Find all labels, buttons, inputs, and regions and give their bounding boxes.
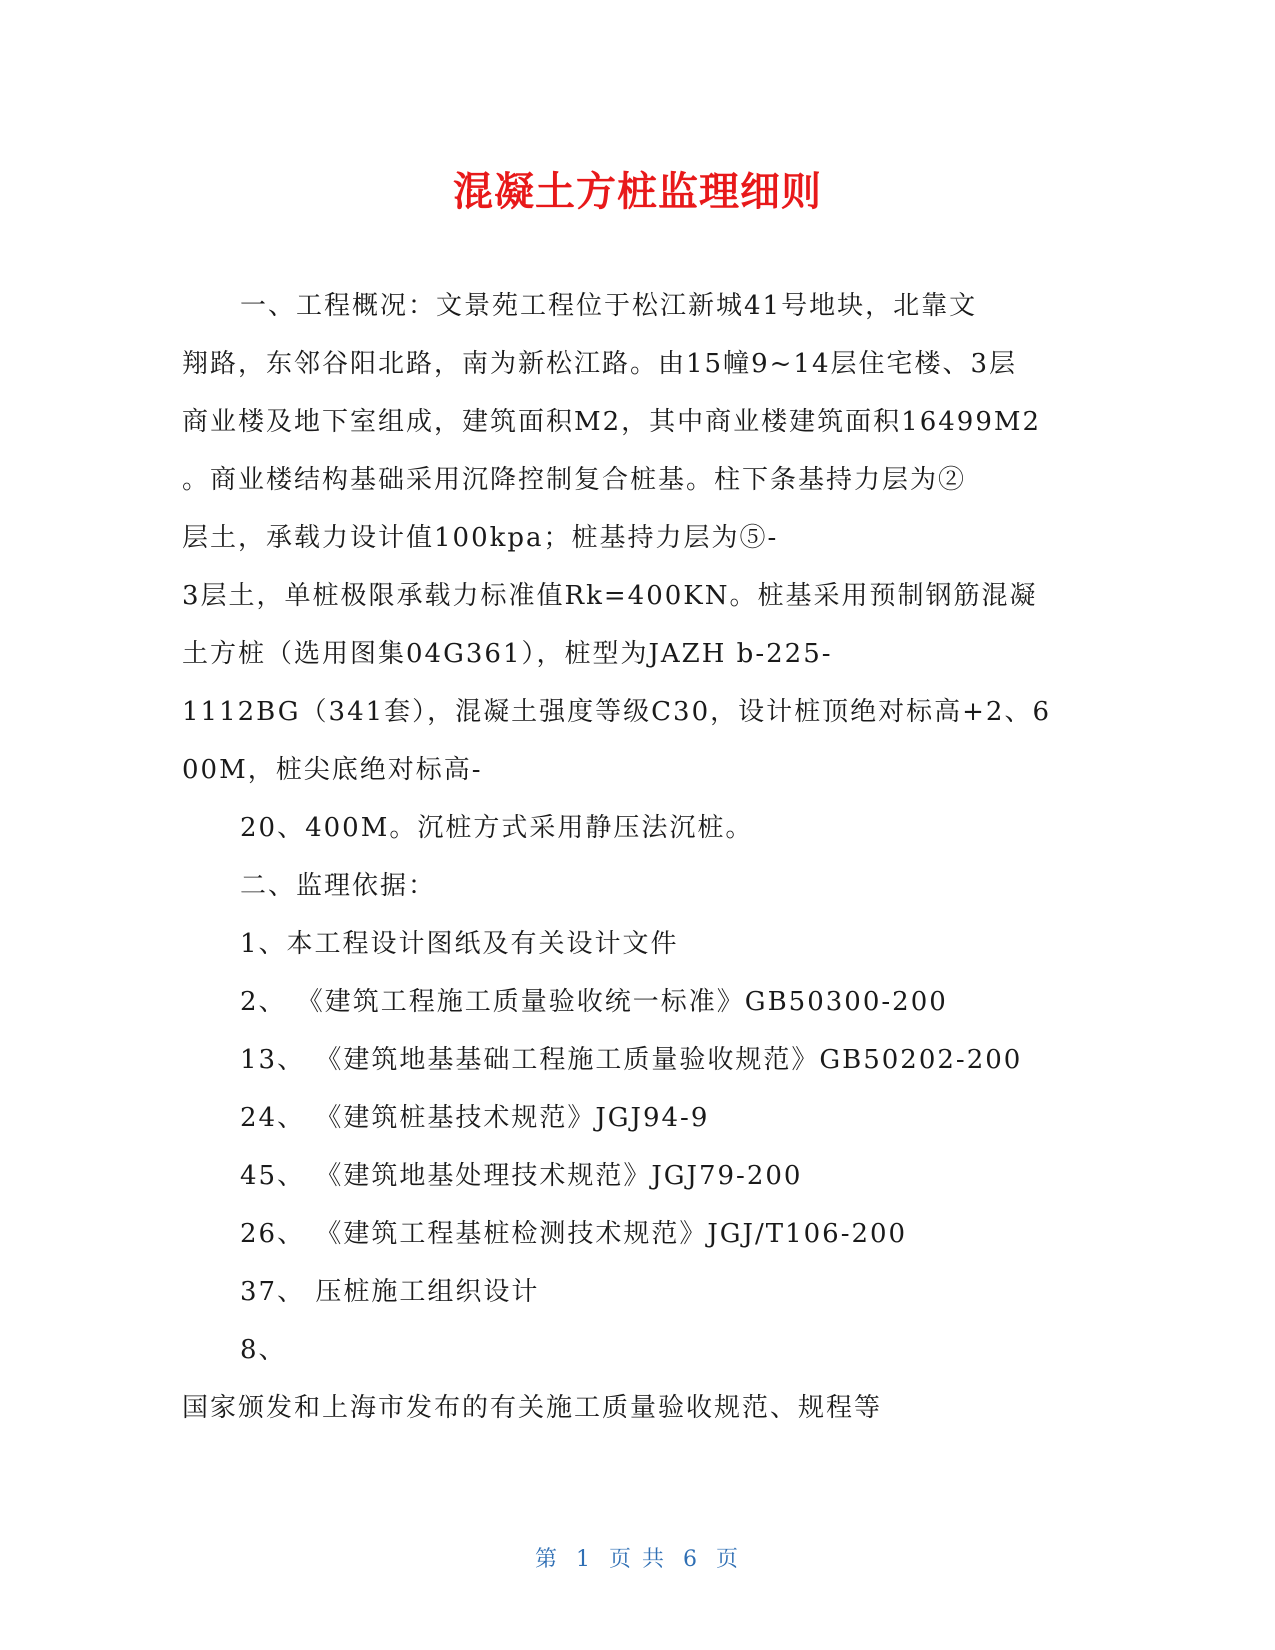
page-footer <box>0 1542 1275 1573</box>
paragraph-line: 翔路，东邻谷阳北路，南为新松江路。由15幢9~14层住宅楼、3层 <box>182 349 1018 379</box>
list-item: 8、 <box>240 1335 287 1365</box>
list-item: 26、 《建筑工程基桩检测技术规范》JGJ/T106-200 <box>240 1219 908 1249</box>
list-item: 45、 《建筑地基处理技术规范》JGJ79-200 <box>240 1161 803 1191</box>
footer-middle: 页 共 <box>609 1547 666 1572</box>
list-item: 2、 《建筑工程施工质量验收统一标准》GB50300-200 <box>240 987 948 1017</box>
paragraph-line: 00M，桩尖底绝对标高- <box>182 755 483 785</box>
footer-page-number: 1 <box>576 1547 592 1572</box>
section-heading: 二、监理依据： <box>240 871 437 901</box>
paragraph-line: 国家颁发和上海市发布的有关施工质量验收规范、规程等 <box>182 1393 883 1423</box>
paragraph-line: 层土，承载力设计值100kpa；桩基持力层为⑤- <box>182 523 779 553</box>
paragraph-line: 商业楼及地下室组成，建筑面积M2，其中商业楼建筑面积16499M2 <box>182 407 1042 437</box>
paragraph-line: 一、工程概况：文景苑工程位于松江新城41号地块，北靠文 <box>240 291 978 321</box>
paragraph-line: 1112BG（341套），混凝土强度等级C30，设计桩顶绝对标高+2、6 <box>182 697 1051 727</box>
document-title: 混凝土方桩监理细则 <box>453 169 822 215</box>
paragraph-line: 3层土，单桩极限承载力标准值Rk=400KN。桩基采用预制钢筋混凝 <box>182 581 1038 611</box>
footer-total-pages: 6 <box>683 1547 699 1572</box>
footer-suffix: 页 <box>716 1547 741 1572</box>
list-item: 37、 压桩施工组织设计 <box>240 1277 540 1307</box>
list-item: 24、 《建筑桩基技术规范》JGJ94-9 <box>240 1103 710 1133</box>
list-item: 1、本工程设计图纸及有关设计文件 <box>240 929 679 959</box>
list-item: 13、 《建筑地基基础工程施工质量验收规范》GB50202-200 <box>240 1045 1023 1075</box>
footer-prefix: 第 <box>534 1547 559 1572</box>
paragraph-line: 20、400M。沉桩方式采用静压法沉桩。 <box>240 813 754 843</box>
paragraph-line: 土方桩（选用图集04G361），桩型为JAZH b-225- <box>182 639 833 669</box>
paragraph-line: 。商业楼结构基础采用沉降控制复合桩基。柱下条基持力层为② <box>182 465 967 495</box>
